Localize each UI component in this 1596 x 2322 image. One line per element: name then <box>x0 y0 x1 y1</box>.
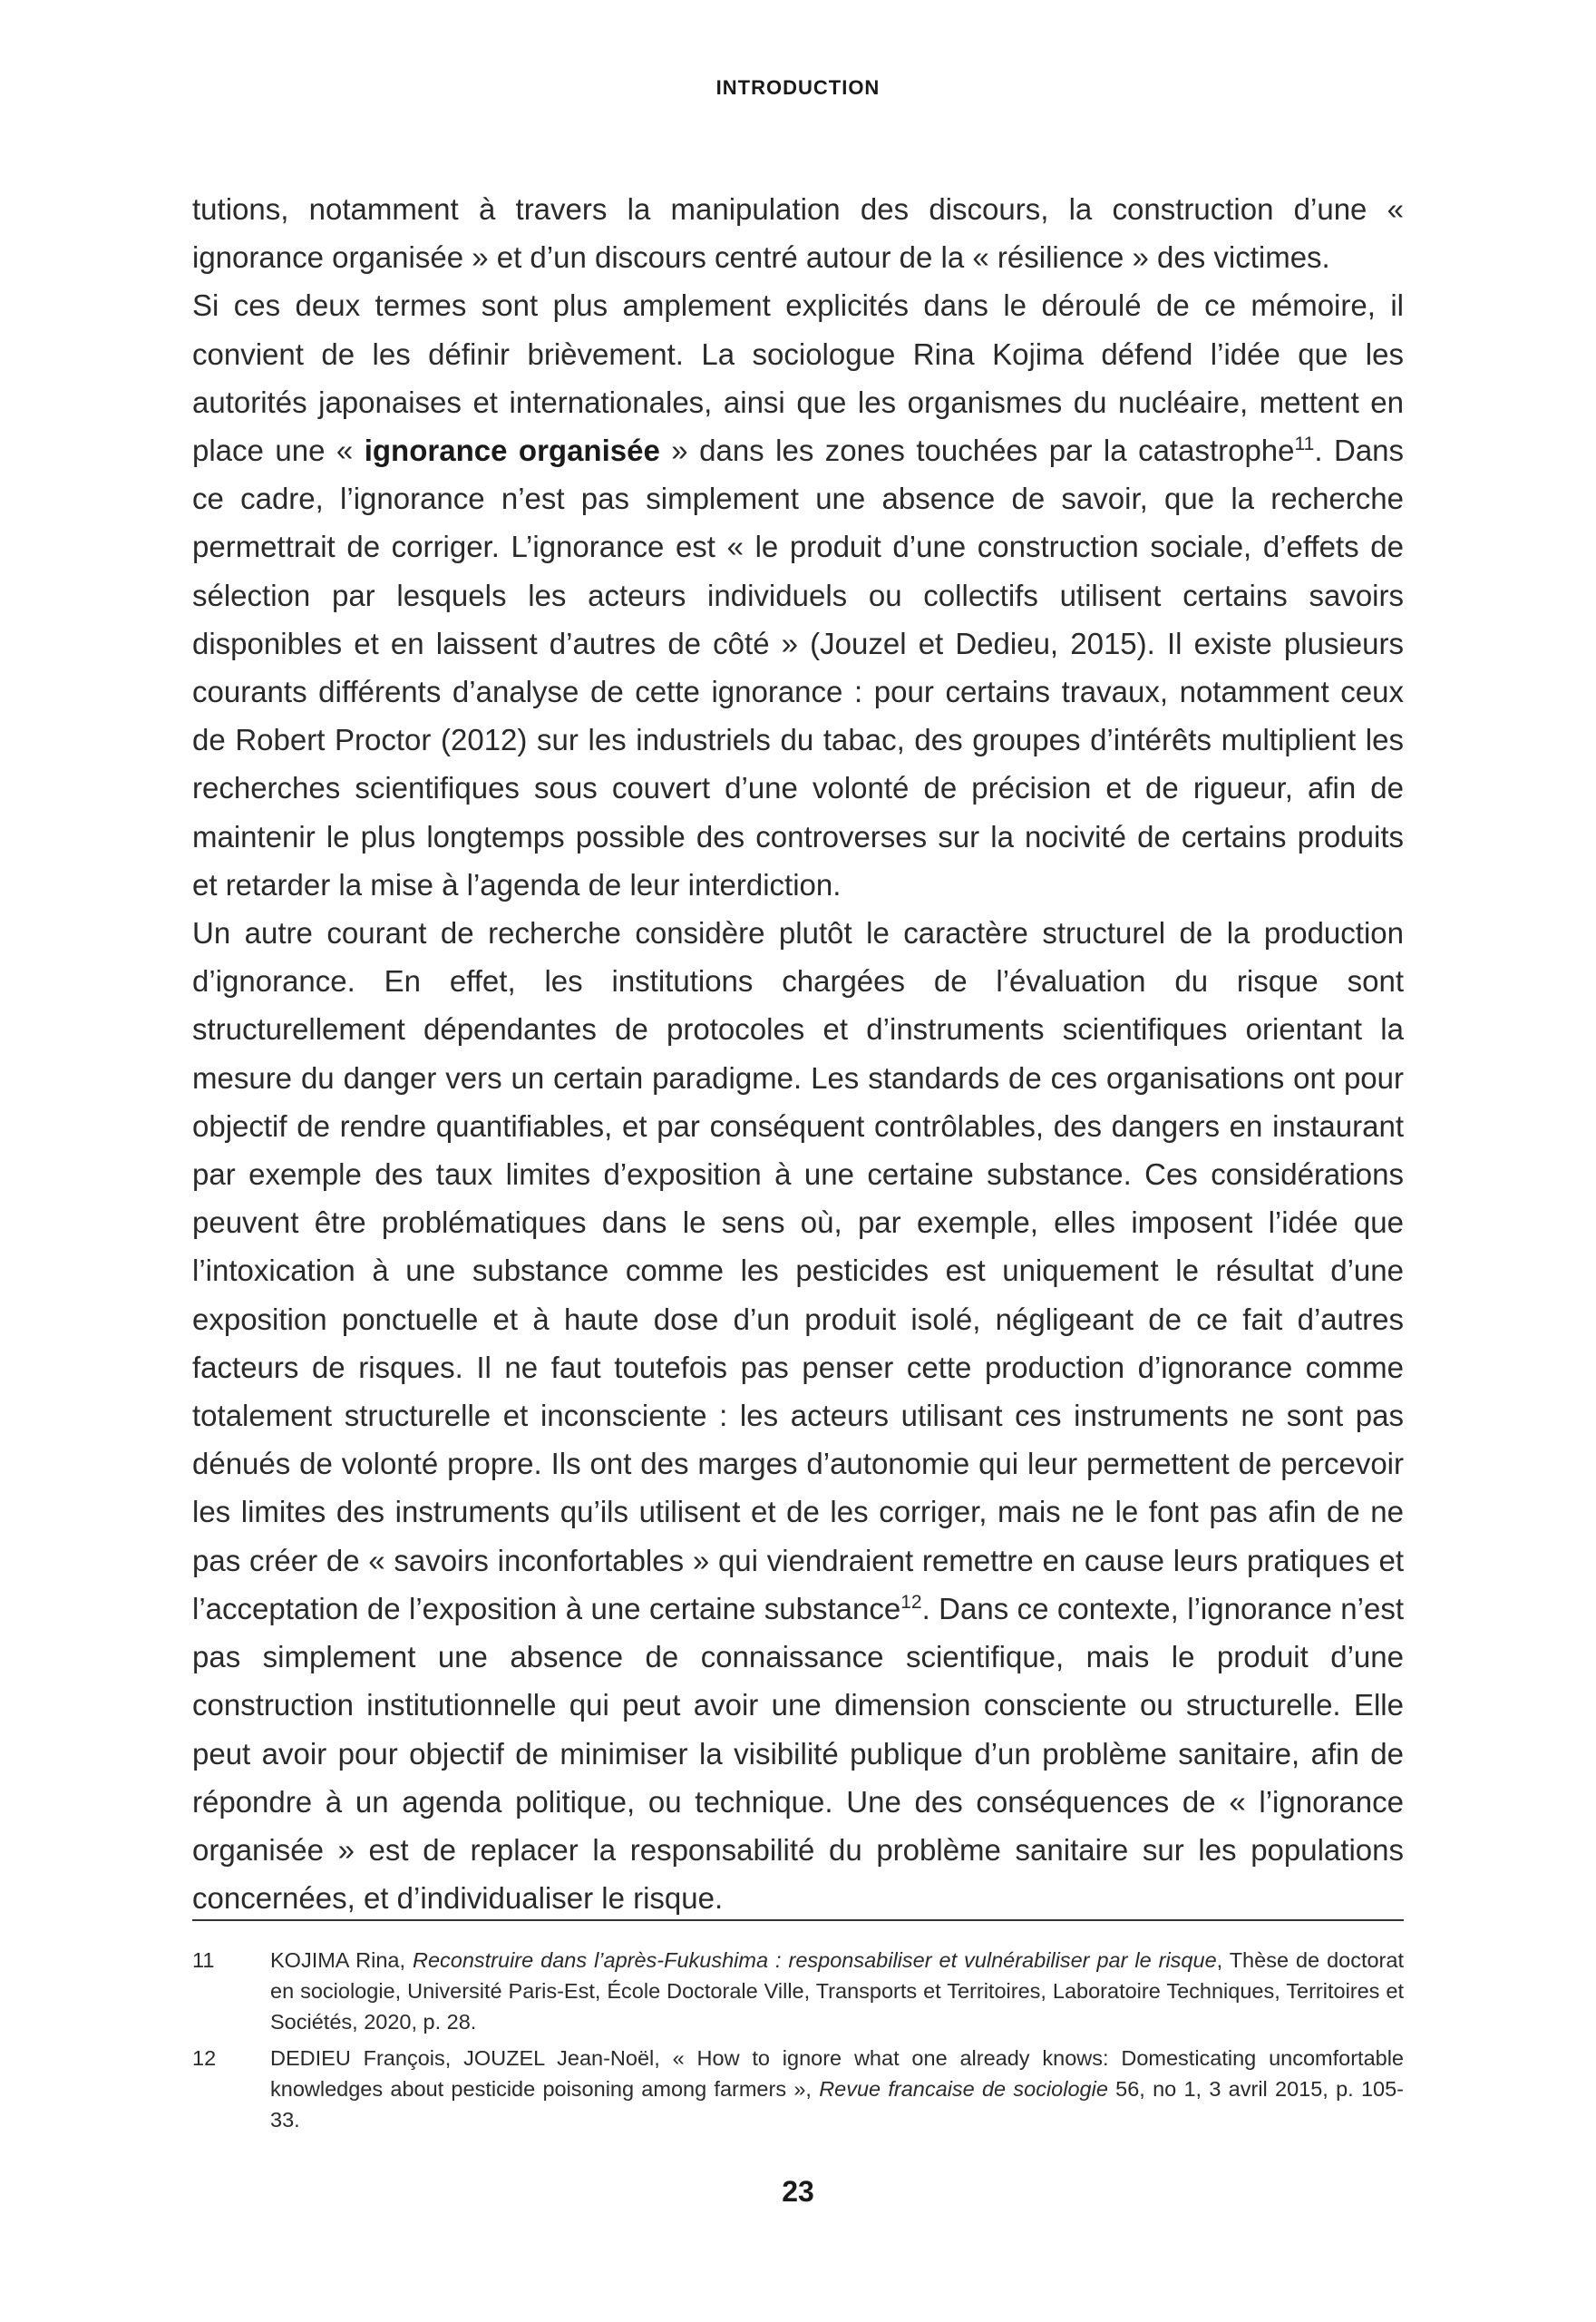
paragraph-3-text-b: . Dans ce contexte, l’ignorance n’est pas simplement une absence de connaissance scientifique, mais le produit d’une construction institutionnelle qui peut avoir une dimension consciente ou structurelle. Elle peut avoir pour objectif de minimiser la visibilité publique d’un problème sanitaire, afin de répondre à un agenda politique, ou technique. Une des conséquences de « l’ignorance organisée » est de replacer la responsabilité du problème sanitaire sur les populations concernées, et d’individualiser le risque. <box>192 1591 1404 1916</box>
footnote-text <box>270 2043 1404 2135</box>
footnote-text-before: KOJIMA Rina, <box>270 1948 413 1972</box>
footnote-ref-11[interactable]: 11 <box>1294 434 1315 455</box>
footnotes <box>192 1945 1404 2141</box>
footnote-number: 11 <box>192 1948 215 1972</box>
paragraph-1: tutions, notamment à travers la manipulation des discours, la construction d’une « ignorance organisée » et d’un discours centré autour de la « résilience » des victimes. <box>192 192 1404 275</box>
footnote-11 <box>192 1945 1404 2037</box>
paragraph-2-text-a: Si ces deux termes sont plus amplement explicités dans le déroulé de ce mémoire, il convient de les définir brièvement. La sociologue Rina Kojima défend l’idée que les autorités japonaises et internationales, ainsi que les organismes du nucléaire, mettent en place une « <box>192 288 1404 468</box>
footnote-text-after: , Thèse de doctorat en sociologie, Université Paris-Est, École Doctorale Ville, Transports et Territoires, Laboratoire Techniques, Territoires et Sociétés, 2020, p. 28. <box>270 1948 1404 2034</box>
page-number: 23 <box>782 2175 814 2208</box>
footnote-text-after: 56, no 1, 3 avril 2015, p. 105-33. <box>270 2077 1404 2132</box>
footnote-title-italic: Reconstruire dans l’après-Fukushima : responsabiliser et vulnérabiliser par le risque <box>412 1948 1217 1972</box>
running-header: INTRODUCTION <box>715 76 881 99</box>
paragraph-3-text-a: Un autre courant de recherche considère plutôt le caractère structurel de la production d’ignorance. En effet, les institutions chargées de l’évaluation du risque sont structurellement dépendantes de protocoles et d’instruments scientifiques orientant la mesure du danger vers un certain paradigme. Les standards de ces organisations ont pour objectif de rendre quantifiables, et par conséquent contrôlables, des dangers en instaurant par exemple des taux limites d’exposition à une certaine substance. Ces considérations peuvent être problématiques dans le sens où, par exemple, elles imposent l’idée que l’intoxication à une substance comme les pesticides est uniquement le résultat d’une exposition ponctuelle et à haute dose d’un produit isolé, négligeant de ce fait d’autres facteurs de risques. Il ne faut toutefois pas penser cette production d’ignorance comme totalement structurelle et inconsciente : les acteurs utilisant ces instruments ne sont pas dénués de volonté propre. Ils ont des marges d’autonomie qui leur permettent de percevoir les limites des instruments qu’ils utilisent et de les corriger, mais ne le font pas afin de ne pas créer de « savoirs inconfortables » qui viendraient remettre en cause leurs pratiques et l’acceptation de l’exposition à une certaine substance <box>192 916 1404 1625</box>
paragraph-2-text-c: . Dans ce cadre, l’ignorance n’est pas simplement une absence de savoir, que la recherche permettrait de corriger. L’ignorance est « le produit d’une construction sociale, d’effets de sélection par lesquels les acteurs individuels ou collectifs utilisent certains savoirs disponibles et en laissent d’autres de côté » (Jouzel et Dedieu, 2015). Il existe plusieurs courants différents d’analyse de cette ignorance : pour certains travaux, notamment ceux de Robert Proctor (2012) sur les industriels du tabac, des groupes d’intérêts multiplient les recherches scientifiques sous couvert d’une volonté de précision et de rigueur, afin de maintenir le plus longtemps possible des controverses sur la nocivité de certains produits et retarder la mise à l’agenda de leur interdiction. <box>192 434 1405 902</box>
paragraph-2-text-b: » dans les zones touchées par la catastrophe <box>659 434 1295 468</box>
footnote-text-before: DEDIEU François, JOUZEL Jean-Noël, « How to ignore what one already knows: Domesticating uncomfortable knowledges about pesticide poisoning among farmers », <box>270 2046 1404 2101</box>
footnote-text <box>270 1945 1404 2037</box>
footnote-divider <box>192 1919 1404 1921</box>
body-text <box>192 185 1404 1922</box>
footnote-title-italic: Revue francaise de sociologie <box>819 2077 1108 2101</box>
paragraph-3 <box>192 909 1404 1922</box>
paragraph-2 <box>192 281 1404 909</box>
footnote-12 <box>192 2043 1404 2135</box>
ignorance-organisee-term: ignorance organisée <box>364 434 660 468</box>
footnote-number: 12 <box>192 2046 217 2070</box>
footnote-ref-12[interactable]: 12 <box>900 1591 922 1613</box>
